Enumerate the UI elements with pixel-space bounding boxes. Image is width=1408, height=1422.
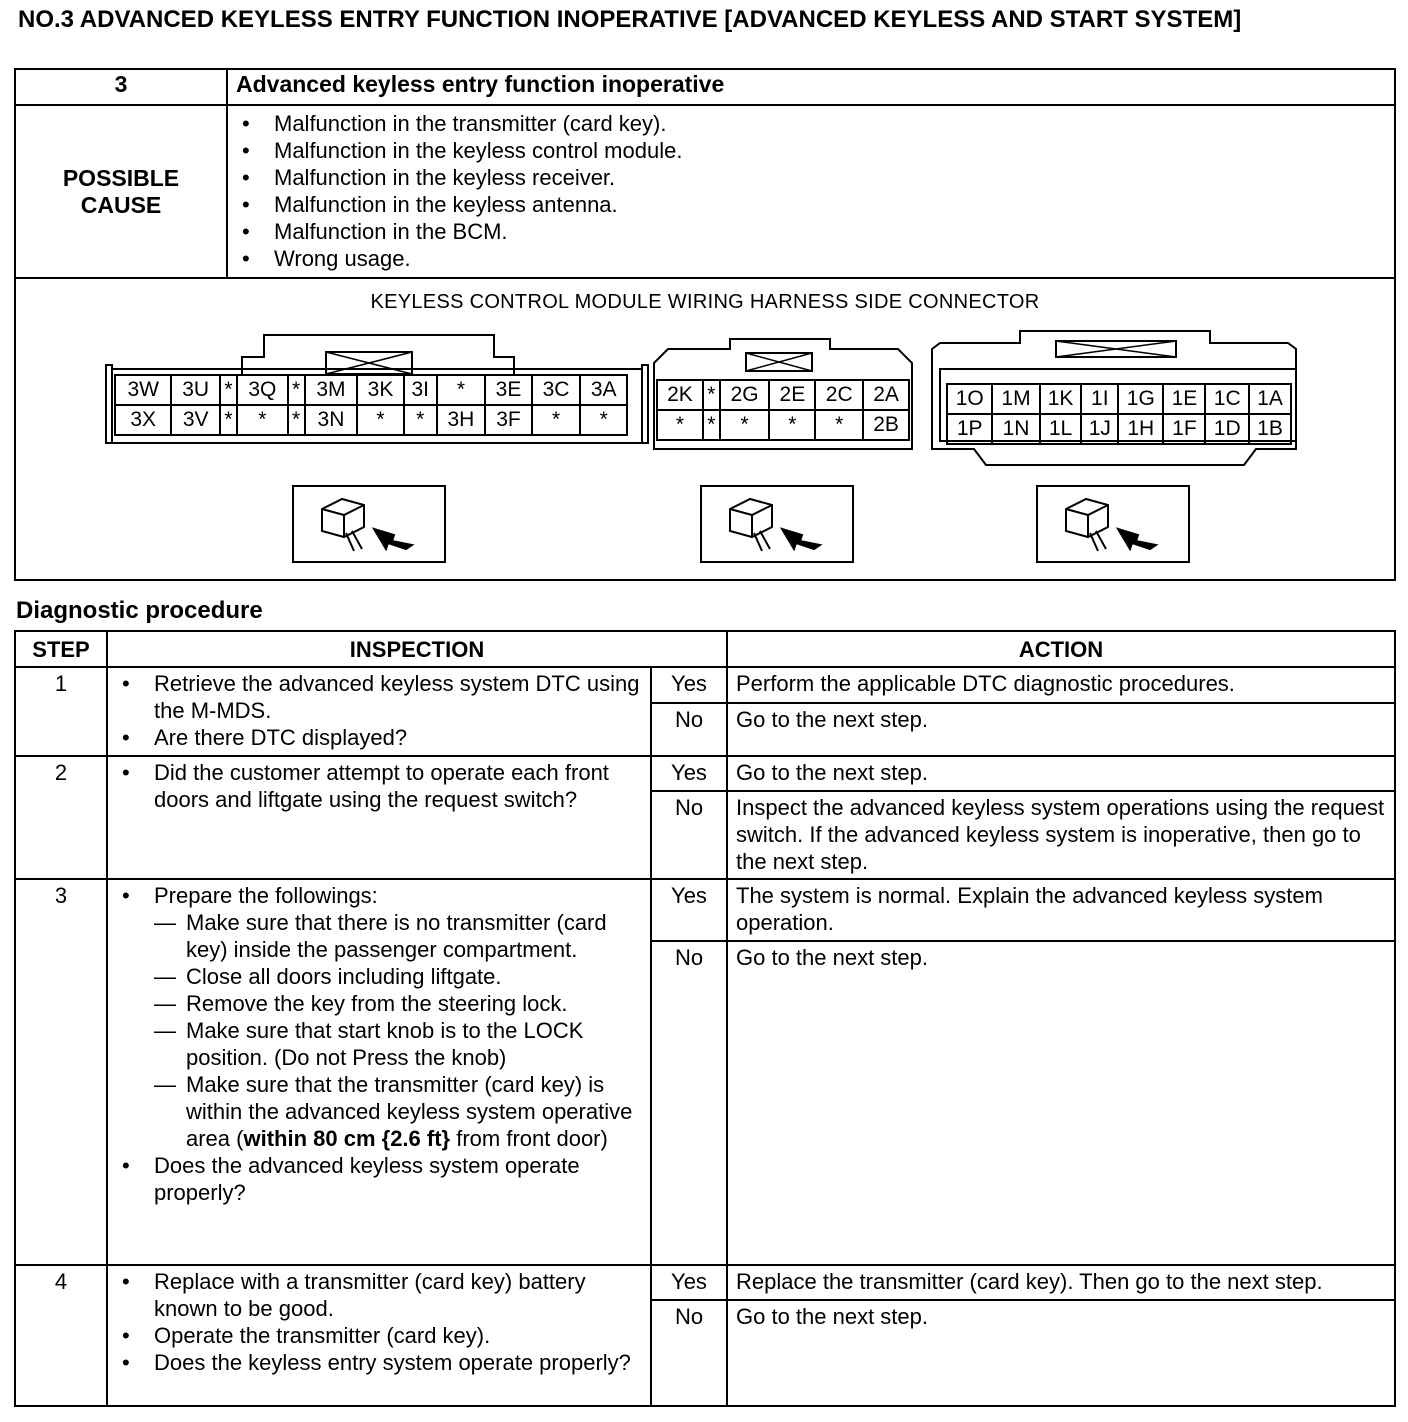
no-label: No bbox=[651, 1300, 727, 1406]
sub-item bbox=[154, 1071, 650, 1152]
pin: * bbox=[237, 405, 288, 435]
step-number: 2 bbox=[15, 756, 107, 879]
pin: 1G bbox=[1118, 384, 1163, 414]
yes-action: Perform the applicable DTC diagnostic procedures. bbox=[727, 667, 1395, 703]
pin: * bbox=[720, 410, 770, 440]
sub-item-text: from front door) bbox=[450, 1126, 608, 1151]
possible-causes bbox=[227, 105, 1395, 278]
pin: 3U bbox=[171, 375, 220, 405]
pin: 1P bbox=[947, 414, 992, 444]
inspection-item: • Are there DTC displayed? bbox=[108, 724, 650, 751]
no-action: Go to the next step. bbox=[727, 1300, 1395, 1406]
sub-item: — Make sure that start knob is to the LOCK position. (Do not Press the knob) bbox=[154, 1017, 650, 1071]
step-inspection bbox=[107, 879, 651, 1265]
symptom-description: Advanced keyless entry function inoperative bbox=[227, 69, 1395, 105]
connector-3-pins bbox=[114, 374, 628, 436]
pin: 1O bbox=[947, 384, 992, 414]
inspection-item: • Does the keyless entry system operate properly? bbox=[108, 1349, 650, 1376]
pin: * bbox=[769, 410, 815, 440]
sub-item: — Make sure that there is no transmitter (card key) inside the passenger compartment. bbox=[154, 909, 650, 963]
sub-item: — Close all doors including liftgate. bbox=[154, 963, 650, 990]
pin: * bbox=[357, 405, 404, 435]
symptom-table bbox=[14, 68, 1396, 581]
cause-item: • Malfunction in the keyless control module. bbox=[228, 137, 1394, 164]
no-action: Go to the next step. bbox=[727, 941, 1395, 1265]
no-label: No bbox=[651, 941, 727, 1265]
inspection-item: • Operate the transmitter (card key). bbox=[108, 1322, 650, 1349]
pin: 1H bbox=[1118, 414, 1163, 444]
pin: * bbox=[288, 375, 305, 405]
col-inspection: INSPECTION bbox=[107, 631, 727, 667]
inspection-item: • Did the customer attempt to operate each front doors and liftgate using the request switch? bbox=[108, 759, 650, 813]
pin: 3I bbox=[404, 375, 437, 405]
cause-item: • Malfunction in the BCM. bbox=[228, 218, 1394, 245]
step-inspection bbox=[107, 667, 651, 756]
pin: 2C bbox=[815, 380, 863, 410]
pin: 1M bbox=[992, 384, 1039, 414]
pin: * bbox=[220, 405, 237, 435]
pin: * bbox=[580, 405, 627, 435]
pin: 3W bbox=[115, 375, 171, 405]
pin: 2K bbox=[657, 380, 703, 410]
pin: 1I bbox=[1081, 384, 1118, 414]
pin: 3H bbox=[437, 405, 486, 435]
pin: * bbox=[404, 405, 437, 435]
distance-text: within 80 cm {2.6 ft} bbox=[243, 1126, 451, 1151]
yes-action: Replace the transmitter (card key). Then go to the next step. bbox=[727, 1265, 1395, 1300]
no-action: Inspect the advanced keyless system operations using the request switch. If the advanced keyless system is inoperative, then go to the next step. bbox=[727, 791, 1395, 879]
inspection-item: • Does the advanced keyless system operate properly? bbox=[108, 1152, 650, 1206]
pin: 3N bbox=[305, 405, 357, 435]
step-inspection bbox=[107, 756, 651, 879]
no-action: Go to the next step. bbox=[727, 703, 1395, 756]
symptom-number: 3 bbox=[15, 69, 227, 105]
pin: 2B bbox=[863, 410, 909, 440]
diagnostic-table bbox=[14, 630, 1396, 1407]
cause-item: • Malfunction in the keyless receiver. bbox=[228, 164, 1394, 191]
pin: 3F bbox=[485, 405, 532, 435]
pin: * bbox=[657, 410, 703, 440]
connector-view-icon bbox=[1036, 485, 1190, 563]
pin: 3X bbox=[115, 405, 171, 435]
pin: * bbox=[288, 405, 305, 435]
pin: 1J bbox=[1081, 414, 1118, 444]
pin: 1E bbox=[1163, 384, 1205, 414]
diagnostic-heading: Diagnostic procedure bbox=[16, 597, 263, 624]
possible-cause-label bbox=[15, 105, 227, 278]
cause-item: • Malfunction in the keyless antenna. bbox=[228, 191, 1394, 218]
sub-item-text: Make sure that the transmitter (card key) is within the advanced keyless system operative area ( bbox=[186, 1072, 633, 1151]
step-number: 1 bbox=[15, 667, 107, 756]
pin: 3E bbox=[485, 375, 532, 405]
yes-action: Go to the next step. bbox=[727, 756, 1395, 791]
pin: * bbox=[815, 410, 863, 440]
yes-label: Yes bbox=[651, 1265, 727, 1300]
no-label: No bbox=[651, 703, 727, 756]
yes-action: The system is normal. Explain the advanced keyless system operation. bbox=[727, 879, 1395, 941]
page-title: NO.3 ADVANCED KEYLESS ENTRY FUNCTION INOPERATIVE [ADVANCED KEYLESS AND START SYSTEM] bbox=[18, 6, 1242, 33]
pin: * bbox=[703, 380, 720, 410]
col-step: STEP bbox=[15, 631, 107, 667]
yes-label: Yes bbox=[651, 756, 727, 791]
pin: 1A bbox=[1249, 384, 1291, 414]
pin: 2A bbox=[863, 380, 909, 410]
possible-cause-label-line1: POSSIBLE bbox=[62, 164, 180, 191]
prepare-text: Prepare the followings: bbox=[154, 883, 378, 908]
no-label: No bbox=[651, 791, 727, 879]
connector-1-pins bbox=[946, 383, 1292, 445]
col-action: ACTION bbox=[727, 631, 1395, 667]
pin: 1C bbox=[1205, 384, 1249, 414]
sub-item: — Remove the key from the steering lock. bbox=[154, 990, 650, 1017]
step-number: 3 bbox=[15, 879, 107, 1265]
pin: 3M bbox=[305, 375, 357, 405]
pin: 3C bbox=[532, 375, 581, 405]
pin: * bbox=[703, 410, 720, 440]
pin: * bbox=[532, 405, 581, 435]
inspection-item: • Replace with a transmitter (card key) battery known to be good. bbox=[108, 1268, 650, 1322]
connector-2-pins bbox=[656, 379, 910, 441]
step-number: 4 bbox=[15, 1265, 107, 1406]
cause-item: • Wrong usage. bbox=[228, 245, 1394, 272]
pin: 1L bbox=[1040, 414, 1082, 444]
pin: * bbox=[437, 375, 486, 405]
pin: 3A bbox=[580, 375, 627, 405]
pin: 1F bbox=[1163, 414, 1205, 444]
connector-title: KEYLESS CONTROL MODULE WIRING HARNESS SIDE CONNECTOR bbox=[370, 291, 1040, 313]
connector-diagram bbox=[15, 278, 1395, 580]
pin: 3K bbox=[357, 375, 404, 405]
pin: 3V bbox=[171, 405, 220, 435]
connector-view-icon bbox=[292, 485, 446, 563]
pin: 1N bbox=[992, 414, 1039, 444]
step-inspection bbox=[107, 1265, 651, 1406]
cause-item: • Malfunction in the transmitter (card key). bbox=[228, 110, 1394, 137]
inspection-item bbox=[108, 882, 650, 1152]
pin: 1D bbox=[1205, 414, 1249, 444]
pin: * bbox=[220, 375, 237, 405]
inspection-item: • Retrieve the advanced keyless system DTC using the M-MDS. bbox=[108, 670, 650, 724]
yes-label: Yes bbox=[651, 667, 727, 703]
yes-label: Yes bbox=[651, 879, 727, 941]
pin: 2E bbox=[769, 380, 815, 410]
pin: 1B bbox=[1249, 414, 1291, 444]
pin: 2G bbox=[720, 380, 770, 410]
pin: 3Q bbox=[237, 375, 288, 405]
pin: 1K bbox=[1040, 384, 1082, 414]
connector-view-icon bbox=[700, 485, 854, 563]
possible-cause-label-line2: CAUSE bbox=[80, 191, 162, 218]
